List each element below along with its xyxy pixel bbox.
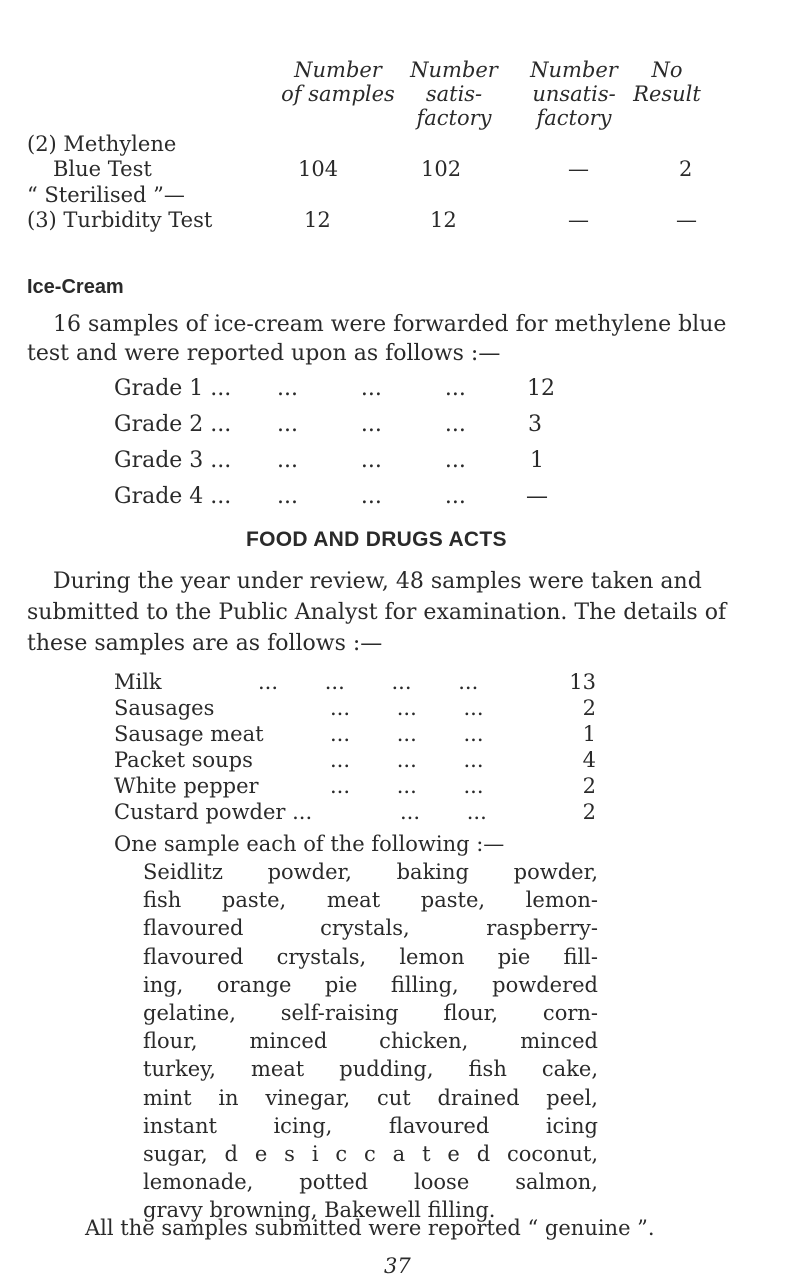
sample-label: Milk — [114, 670, 162, 694]
one-each-line: mint in vinegar, cut drained peel, — [143, 1085, 598, 1110]
cell-unsatisfactory: — — [568, 157, 589, 181]
grade-value: 3 — [528, 412, 542, 437]
grade-label: Grade 3 ... — [114, 448, 232, 473]
row-label: (3) Turbidity Test — [27, 208, 213, 232]
header-line: factory — [416, 106, 492, 130]
grade-label: Grade 1 ... — [114, 376, 232, 401]
grade-value: 1 — [530, 448, 544, 473]
page-number: 37 — [384, 1254, 411, 1278]
row-label: “ Sterilised ”— — [27, 183, 185, 207]
one-each-line: flavoured crystals, lemon pie fill- — [143, 944, 598, 969]
sample-label: Sausages — [114, 696, 215, 720]
sample-dots: ... ... ... — [330, 722, 484, 746]
grade-dots: ... ... ... — [277, 484, 466, 509]
header-line: factory — [536, 106, 612, 130]
sample-value: 13 — [569, 670, 596, 694]
header-line: Result — [633, 82, 701, 106]
ice-cream-intro: 16 samples of ice-cream were forwarded for methylene blue — [53, 312, 727, 337]
conclusion: All the samples submitted were reported “ genuine ”. — [85, 1216, 655, 1240]
grade-dots: ... ... ... — [277, 448, 466, 473]
sample-dots: ... ... ... — [330, 774, 484, 798]
sample-dots: ... ... ... ... — [258, 670, 479, 694]
cell-satisfactory: 102 — [421, 157, 462, 181]
one-each-line: turkey, meat pudding, fish cake, — [143, 1057, 598, 1082]
grade-label: Grade 2 ... — [114, 412, 232, 437]
cell-satisfactory: 12 — [430, 208, 457, 232]
header-line: Number — [410, 58, 498, 82]
sample-label: Custard powder ... — [114, 800, 313, 824]
one-each-intro: One sample each of the following :— — [114, 832, 505, 856]
sample-dots: ... ... ... — [330, 748, 484, 772]
table-header-satisfactory — [384, 58, 524, 130]
cell-no-result: 2 — [679, 157, 693, 181]
grade-dots: ... ... ... — [277, 376, 466, 401]
row-label: Blue Test — [53, 157, 152, 181]
header-line: Number — [294, 58, 382, 82]
cell-no-result: — — [676, 208, 697, 232]
one-each-line: Seidlitz powder, baking powder, — [143, 860, 598, 884]
ice-cream-heading: Ice-Cream — [27, 276, 124, 298]
grade-value: — — [526, 484, 548, 509]
one-each-line: sugar, d e s i c c a t e d coconut, — [143, 1141, 598, 1166]
header-line: Number — [530, 58, 618, 82]
food-drugs-intro: submitted to the Public Analyst for examination. The details of — [27, 600, 727, 625]
table-header-no-result — [612, 58, 722, 106]
sample-dots: ... ... — [400, 800, 487, 824]
one-each-line: gravy browning, Bakewell filling. — [143, 1198, 496, 1223]
food-drugs-intro: During the year under review, 48 samples were taken and — [53, 569, 702, 594]
one-each-line: fish paste, meat paste, lemon- — [143, 888, 598, 913]
food-drugs-heading: FOOD AND DRUGS ACTS — [246, 528, 507, 551]
one-each-line: gelatine, self-raising flour, corn- — [143, 1000, 598, 1025]
food-drugs-intro: these samples are as follows :— — [27, 631, 383, 656]
one-each-line: flavoured crystals, raspberry- — [143, 916, 598, 941]
header-line: unsatis- — [532, 82, 616, 106]
sample-value: 1 — [582, 722, 596, 746]
header-line: No — [651, 58, 683, 82]
row-label: (2) Methylene — [27, 132, 177, 156]
cell-unsatisfactory: — — [568, 208, 589, 232]
ice-cream-intro: test and were reported upon as follows :— — [27, 341, 501, 366]
one-each-line: flour, minced chicken, minced — [143, 1029, 598, 1054]
header-line: satis- — [425, 82, 483, 106]
sample-value: 2 — [582, 696, 596, 720]
one-each-line: lemonade, potted loose salmon, — [143, 1170, 598, 1195]
grade-dots: ... ... ... — [277, 412, 466, 437]
one-each-line: instant icing, flavoured icing — [143, 1113, 598, 1138]
header-line: of samples — [281, 82, 395, 106]
one-each-line: ing, orange pie filling, powdered — [143, 972, 598, 997]
one-each-list — [143, 858, 598, 1224]
sample-value: 2 — [582, 774, 596, 798]
sample-value: 2 — [582, 800, 596, 824]
cell-samples: 104 — [298, 157, 339, 181]
grade-value: 12 — [527, 376, 555, 401]
sample-label: White pepper — [114, 774, 259, 798]
cell-samples: 12 — [304, 208, 331, 232]
sample-label: Packet soups — [114, 748, 253, 772]
sample-dots: ... ... ... — [330, 696, 484, 720]
sample-label: Sausage meat — [114, 722, 264, 746]
sample-value: 4 — [582, 748, 596, 772]
grade-label: Grade 4 ... — [114, 484, 232, 509]
